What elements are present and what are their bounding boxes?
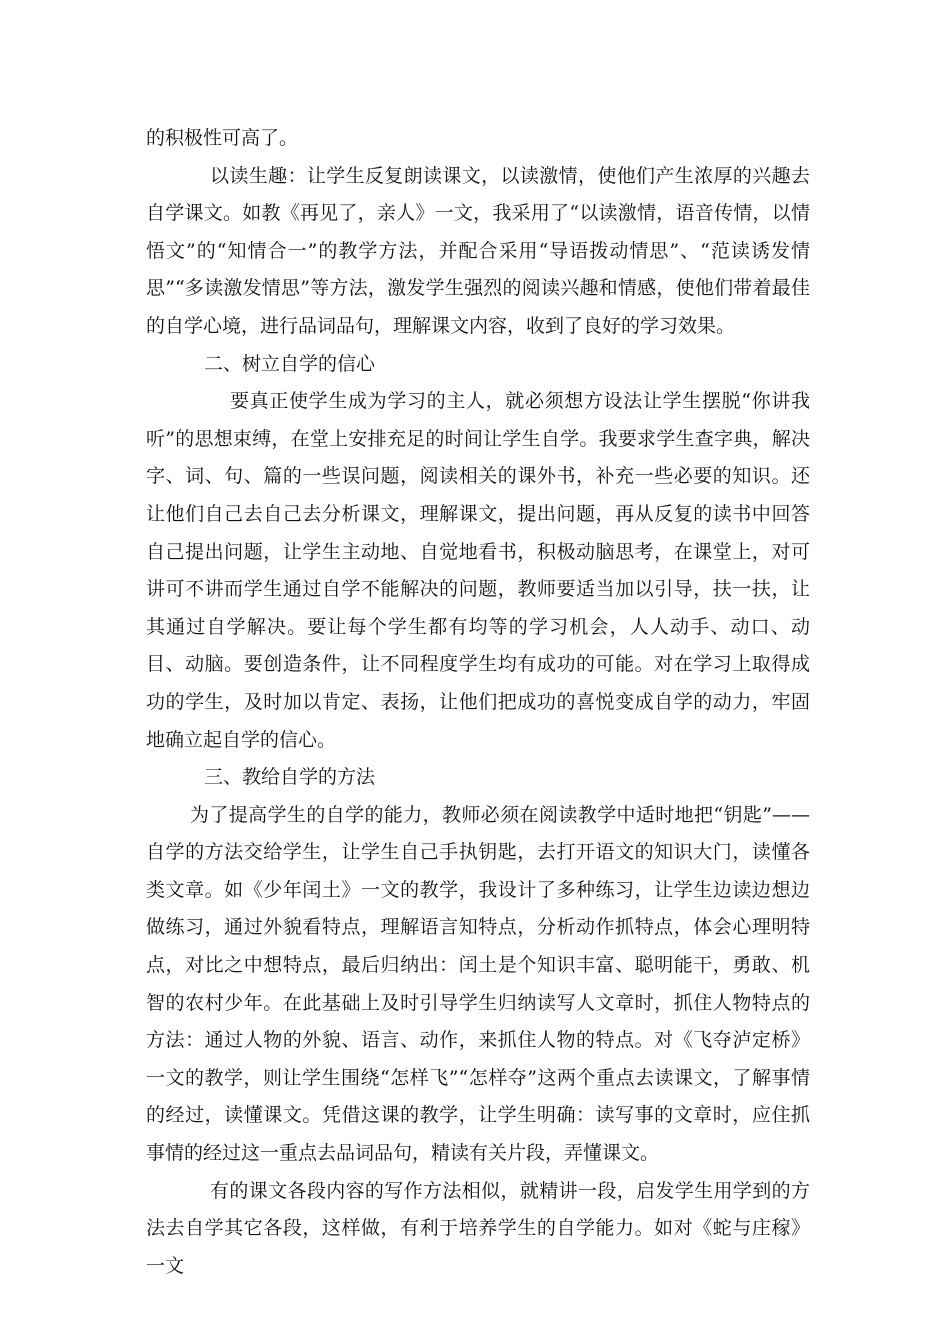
paragraph-similar-sections: 有的课文各段内容的写作方法相似，就精讲一段，启发学生用学到的方法去自学其它各段，这样做，有利于培养学生的自学能力。如对《蛇与庄稼》一文 — [146, 1179, 810, 1277]
paragraph-methods: 为了提高学生的自学的能力，教师必须在阅读教学中适时地把“钥匙”——自学的方法交给学生，让学生自己手执钥匙，去打开语文的知识大门，读懂各类文章。如《少年闰土》一文的教学，我设计了多种练习，让学生边读边想边做练习，通过外貌看特点，理解语言知特点，分析动作抓特点，体会心理明特点，对比之中想特点，最后归纳出：闰土是个知识丰富、聪明能干，勇敢、机智的农村少年。在此基础上及时引导学生归纳读写人文章时，抓住人物特点的方法：通过人物的外貌、语言、动作，来抓住人物的特点。对《飞夺泸定桥》一文的教学，则让学生围绕“怎样飞”“怎样夺”这两个重点去读课文，了解事情的经过，读懂课文。凭借这课的教学，让学生明确：读写事的文章时，应住抓事情的经过这一重点去品词品句，精读有关片段，弄懂课文。 — [146, 803, 810, 1165]
section-heading-confidence: 二、树立自学的信心 — [204, 352, 376, 375]
body-text — [146, 120, 810, 1285]
section-heading-methods: 三、教给自学的方法 — [204, 766, 376, 789]
paragraph-read-interest: 以读生趣：让学生反复朗读课文，以读激情，使他们产生浓厚的兴趣去自学课文。如教《再见了，亲人》一文，我采用了“以读激情，语音传情，以情悟文”的“知情合一”的教学方法，并配合采用“导语拨动情思”、“范读诱发情思”“多读激发情思”等方法，激发学生强烈的阅读兴趣和情感，使他们带着最佳的自学心境，进行品词品句，理解课文内容，收到了良好的学习效果。 — [146, 164, 810, 337]
paragraph-confidence: 要真正使学生成为学习的主人，就必须想方设法让学生摆脱“你讲我听”的思想束缚，在堂上安排充足的时间让学生自学。我要求学生查字典，解决字、词、句、篇的一些误问题，阅读相关的课外书，补充一些必要的知识。还让他们自己去自己去分析课文，理解课文，提出问题，再从反复的读书中回答自己提出问题，让学生主动地、自觉地看书，积极动脑思考，在课堂上，对可讲可不讲而学生通过自学不能解决的问题，教师要适当加以引导，扶一扶，让其通过自学解决。要让每个学生都有均等的学习机会，人人动手、动口、动目、动脑。要创造条件，让不同程度学生均有成功的可能。对在学习上取得成功的学生，及时加以肯定、表扬，让他们把成功的喜悦变成自学的动力，牢固地确立起自学的信心。 — [146, 390, 810, 751]
paragraph-continuation: 的积极性可高了。 — [146, 127, 299, 149]
